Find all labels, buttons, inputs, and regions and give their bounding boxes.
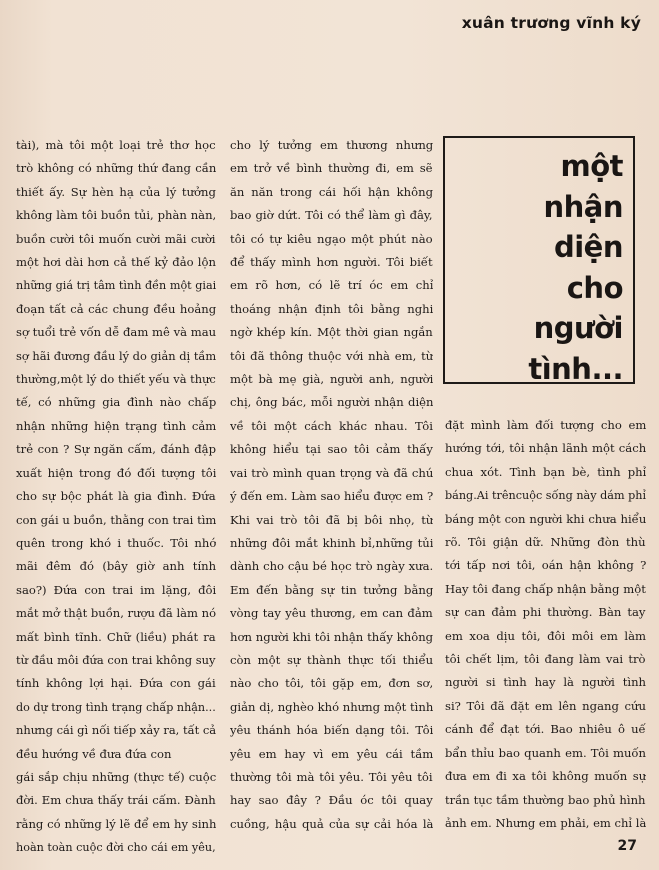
text-line: từ đầu môi đứa con trai không suy (16, 652, 216, 667)
text-line: vai trò mình quan trọng và đã chú (230, 465, 433, 480)
text-line: rõ. Tôi giận dữ. Những đòn thù (445, 535, 646, 550)
text-line: tôi đã thông thuộc với nhà em, từ (230, 348, 433, 363)
text-line: chua xót. Tình bạn bè, tình phỉ (445, 464, 646, 479)
text-line: một hơi dài hơn cả thế kỷ đảo lộn (16, 255, 216, 270)
title-line: diện (553, 230, 623, 264)
text-line: hướng tới, tôi nhận lãnh một cách (445, 441, 646, 456)
title-line: nhận (543, 189, 623, 224)
text-line: nào cho tôi, tôi gặp em, đơn sơ, (230, 676, 433, 691)
text-line: vòng tay yêu thương, em can đảm (230, 606, 433, 621)
text-line: ngờ khép kín. Một thời gian ngắn (230, 325, 433, 340)
text-line: em xoa dịu tôi, đôi môi em làm (445, 628, 646, 643)
text-line: thường,một lý do thiết yếu và thực (16, 372, 216, 387)
text-line: yêu em hay vì em yêu cái tầm (230, 746, 433, 761)
text-line: dành cho cậu bé học trò ngày xưa. (230, 559, 433, 574)
text-line: mắt mở thật buồn, rượu đã làm nó (16, 606, 216, 621)
text-line: trần tục tầm thường bao phủ hình (445, 792, 646, 807)
text-line: thường tôi mà tôi yêu. Tôi yêu tôi (230, 769, 433, 784)
text-line: cho lý tưởng em thương nhưng (230, 138, 433, 152)
text-line: yêu thánh hóa biến dạng tôi. Tôi (230, 723, 433, 738)
text-line: tôi chết lịm, tôi đang làm vai trò (445, 652, 646, 667)
text-line: đều hướng về đưa đứa con (16, 746, 172, 761)
text-line: bẩn thỉu bao quanh em. Tôi muốn (445, 745, 646, 760)
text-line: em rõ hơn, có lẽ trí óc em chỉ (230, 278, 433, 293)
text-line: những giá trị tâm tình đền một giai (16, 278, 216, 293)
text-line: giản dị, nghèo khó nhưng một tình (230, 699, 433, 714)
text-line: hơn người khi tôi nhận thấy không (230, 629, 433, 644)
text-line: đặt mình làm đối tượng cho em (445, 418, 646, 432)
text-line: hoàn toàn cuộc đời cho cái em yêu, (16, 840, 216, 855)
text-line: mất bình tĩnh. Chữ (liều) phát ra (16, 629, 216, 644)
text-line: Hay tôi đang chấp nhận bằng một (445, 581, 646, 596)
text-line: ăn năn trong cái hối hận không (230, 184, 433, 199)
text-column-2 (230, 134, 433, 836)
page-number: 27 (617, 838, 637, 854)
text-line: để thấy mình hơn người. Tôi biết (230, 255, 433, 270)
text-line: rằng có những lý lẽ để em hy sinh (16, 816, 216, 831)
text-line: một bà mẹ già, người anh, người (230, 372, 433, 387)
text-line: gái sắp chịu những (thực tế) cuộc (16, 769, 216, 784)
text-line: tôi có tự kiêu ngạo một phút nào (230, 231, 433, 246)
text-line: nhưng cái gì nối tiếp xảy ra, tất cả (16, 723, 216, 738)
text-line: còn một sự thành thực tối thiểu (230, 652, 433, 667)
text-line: người si tình hay là người tình (445, 675, 646, 690)
text-line: trẻ con ? Sự ngăn cấm, đánh đập (16, 442, 216, 457)
text-line: mãi đêm đó (bây giờ anh tính (16, 559, 216, 574)
title-line: người (533, 311, 623, 345)
article-title-box (443, 136, 635, 384)
text-line: cho sự bộc phát là gia đình. Đứa (16, 489, 216, 504)
text-line: cánh để đạt tới. Bao nhiêu ô uế (445, 722, 646, 737)
text-line: Em đến bằng sự tin tưởng bằng (230, 582, 433, 597)
text-line: xuất hiện trong đó đối tượng tôi (16, 465, 216, 480)
text-line: em trở về bình thường đi, em sẽ (230, 161, 433, 176)
text-line: sự can đảm phi thường. Bàn tay (445, 605, 646, 620)
text-line: do dự trong tình trạng chấp nhận... (16, 699, 216, 714)
text-line: Khi vai trò tôi đã bị bôi nhọ, từ (230, 512, 433, 527)
running-head: xuân trương vĩnh ký (461, 14, 641, 32)
text-line: tài), mà tôi một loại trẻ thơ học (16, 138, 216, 152)
text-line: nhận những hiện trạng tình cảm (16, 418, 216, 433)
text-line: tính không lợi hại. Đứa con gái (16, 676, 216, 691)
text-line: đời. Em chưa thấy trái cấm. Đành (16, 793, 216, 808)
text-line: hay sao đây ? Đầu óc tôi quay (230, 793, 433, 808)
text-line: si? Tôi đã đặt em lên ngang cứu (445, 698, 646, 713)
article-title (528, 146, 623, 389)
text-line: thoáng nhận định tôi bằng nghi (230, 301, 433, 316)
text-line: trò không có những thứ đang cần (16, 161, 216, 176)
text-line: sợ tuổi trẻ vốn dễ đam mê và mau (16, 325, 216, 340)
text-line: con gái u buồn, thằng con trai tìm (16, 512, 216, 527)
text-line: ý đến em. Làm sao hiểu được em ? (230, 489, 433, 504)
text-line: về tôi một cách khác nhau. Tôi (230, 418, 433, 433)
text-line: đưa em đi xa tôi không muốn sự (445, 769, 646, 784)
text-line: báng.Ai trêncuộc sống này dám phỉ (445, 488, 646, 503)
text-line: báng một con người khi chưa hiểu (445, 511, 646, 526)
text-line: thiết ấy. Sự hèn hạ của lý tưởng (16, 184, 216, 199)
text-line: ảnh em. Nhưng em phải, em chỉ là (445, 815, 646, 830)
title-line: một (560, 149, 623, 183)
text-line: đoạn tất cả các chung đều hoảng (16, 301, 216, 316)
text-column-3 (445, 414, 646, 835)
title-line: cho (566, 270, 623, 305)
text-line: chị, ông bác, mỗi người nhận diện (230, 395, 433, 410)
text-line: buồn cười tôi muốn cười mãi cười (16, 231, 216, 246)
text-line: cuồng, hậu quả của sự cải hóa là (230, 816, 433, 831)
text-line: sao?) Đứa con trai im lặng, đôi (16, 582, 216, 597)
text-line: không hiểu tại sao tôi cảm thấy (230, 442, 433, 457)
text-line: tới tấp nơi tôi, oán hận không ? (445, 558, 646, 573)
text-line: bao giờ dứt. Tôi có thể làm gì đây, (230, 208, 433, 223)
text-line: không làm tôi buồn tủi, phàn nàn, (16, 208, 216, 223)
text-column-1 (16, 134, 216, 860)
text-line: những đôi mắt khinh bỉ,những tủi (230, 535, 433, 550)
text-line: tế, có những gia đình nào chấp (16, 395, 216, 410)
text-line: sợ hãi đương đầu lý do giản dị tầm (16, 348, 216, 363)
text-line: quên trong khó i thuốc. Tôi nhớ (16, 535, 216, 550)
title-line: tình... (528, 351, 623, 386)
